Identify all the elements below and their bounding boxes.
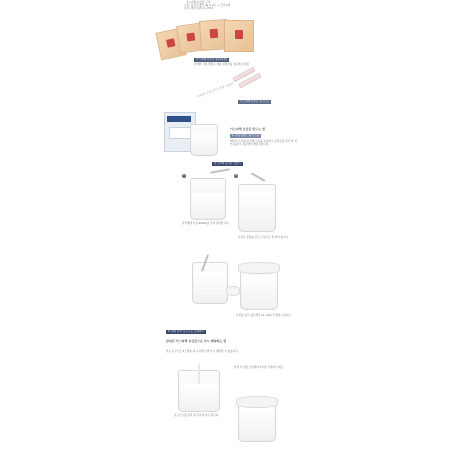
starter-badge-desc: 자세한 사용 방법은 제품 설명서를 참고해 주세요	[194, 63, 250, 66]
yogurt-sub-label: 카스피해 유산균 요구르트	[240, 100, 270, 103]
section3-label: 2. 발효 완성 요구르트 보관하기	[168, 330, 204, 333]
caption-bottom: 요구르트를 덜어 새 우유에 넣어 줍니다.	[174, 414, 220, 417]
jar-lid-top	[238, 262, 280, 274]
header-label: 카스피해 유산균 구성	[186, 1, 211, 4]
section3-desc-1: 만든 요구르트 2스푼을 새 우유에 넣어 다시 배양할 수 있습니다.	[166, 350, 239, 353]
product-detail-strip	[150, 0, 306, 456]
glass-jar-step3	[192, 262, 228, 304]
section3-title: 완성된 카스피해 유산균으로 다시 배양하는 법	[166, 339, 227, 343]
glass-jar-step1	[190, 178, 226, 220]
milk-pour-stream	[198, 364, 200, 384]
step-1-marker: 1	[183, 174, 185, 177]
header-line-1: 구성: 유산균 종균 3g × 2포 + 스틱 2개	[184, 4, 230, 7]
section1-highlight: 1. 우유 준비 · 용기 소독	[232, 134, 260, 137]
pouring-spout	[210, 168, 230, 173]
section1-title: 카스피해 유산균 만드는 법	[230, 127, 266, 131]
stirring-spoon	[251, 172, 266, 182]
jar-lid-side	[226, 286, 240, 296]
glass-jar-step2	[238, 184, 276, 232]
glass-jar-intro	[190, 124, 218, 156]
section1-desc: 깨끗이 소독한 용기에 우유를 준비하고 유산균을 넣어 잘 섞어 줍니다. 실온에서 발효시킵니다.	[230, 140, 297, 147]
caption-step1: 유리병에 우유 200ml를 부어 준비합니다.	[182, 222, 230, 225]
section3-desc-2: 완성 후 냉장 보관하며 1주일 이내에 드세요.	[234, 366, 285, 369]
caption-step2: 유산균 분말을 넣고 스틱으로 잘 저어 줍니다.	[238, 236, 289, 239]
step-2-marker: 2	[235, 174, 237, 177]
header-line-2: 보관: 냉장 보관 (2~8℃)	[184, 7, 213, 10]
jar-lid-final	[236, 396, 278, 408]
caption-step3: 뚜껑을 덮고 실온에서 12~24시간 발효시킵니다.	[236, 314, 292, 317]
handwritten-note: 소중한 우리 아이 건강 지킴이	[196, 81, 235, 99]
starter-sachet-4	[224, 20, 254, 52]
starter-badge: 카스피해 유산균 종균(분말)	[196, 58, 228, 61]
section2-title: 카스피해 유산균 만들기	[214, 162, 241, 165]
